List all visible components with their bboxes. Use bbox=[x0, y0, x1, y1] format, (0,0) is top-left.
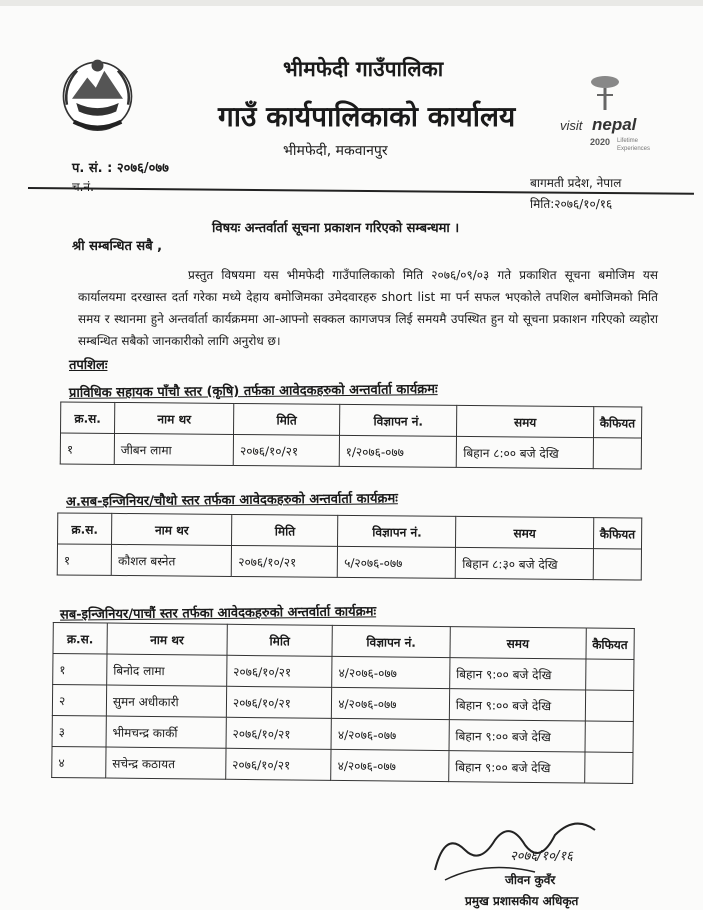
details-heading: तपशिलः bbox=[69, 358, 108, 373]
svg-text:2020: 2020 bbox=[590, 137, 611, 147]
cell-date: २०७६/१०/२१ bbox=[227, 655, 333, 687]
interview-table-asst-engineer bbox=[57, 512, 643, 580]
cell-time: बिहान ९:०० बजे देखि bbox=[449, 658, 585, 690]
notice-date: मिति:२०७६/१०/१६ bbox=[530, 197, 613, 211]
office-name: गाउँ कार्यपालिकाको कार्यालय bbox=[218, 100, 516, 133]
cell-serial: १ bbox=[53, 653, 107, 685]
cell-time: बिहान ९:०० बजे देखि bbox=[448, 751, 584, 783]
municipality-name: भीमफेदी गाउँपालिका bbox=[283, 57, 444, 81]
col-remarks: कैफियत bbox=[593, 518, 642, 549]
signature-date: २०७६/१०/१६ bbox=[510, 849, 573, 864]
col-adv-no: विज्ञापन नं. bbox=[332, 625, 450, 657]
col-time: समय bbox=[456, 516, 593, 548]
svg-text:visit: visit bbox=[560, 118, 583, 133]
col-serial: क्र.स. bbox=[58, 513, 112, 544]
signer-designation: प्रमुख प्रशासकीय अधिकृत bbox=[465, 894, 579, 908]
col-name: नाम थर bbox=[112, 513, 233, 545]
svg-text:Lifetime: Lifetime bbox=[617, 138, 639, 144]
cell-name: सचेन्द्र कठायत bbox=[106, 747, 226, 779]
cell-name: कौशल बस्नेत bbox=[111, 544, 232, 576]
table-row bbox=[57, 544, 641, 580]
cell-serial: २ bbox=[52, 684, 106, 716]
svg-text:nepal: nepal bbox=[592, 115, 637, 134]
cell-date: २०७६/१०/२१ bbox=[233, 434, 339, 466]
section-title-agri: प्राविधिक सहायक पाँचौ स्तर (कृषि) तर्फका आवेदकहरुको अन्तर्वार्ता कार्यक्रमः bbox=[68, 382, 438, 401]
col-adv-no: विज्ञापन नं. bbox=[338, 515, 456, 547]
cell-remarks bbox=[593, 549, 642, 580]
cell-remarks bbox=[584, 752, 633, 784]
province-text: बागमती प्रदेश, नेपाल bbox=[530, 176, 622, 190]
cell-time: बिहान ९:०० बजे देखि bbox=[449, 720, 585, 752]
col-remarks: कैफियत bbox=[586, 628, 635, 660]
cell-serial: १ bbox=[57, 544, 111, 575]
office-address: भीमफेदी, मकवानपुर bbox=[283, 143, 388, 159]
cell-remarks bbox=[585, 659, 634, 691]
nepal-emblem-icon bbox=[55, 52, 140, 137]
notice-body bbox=[78, 264, 658, 352]
table-row bbox=[52, 746, 633, 783]
cell-adv-no: ४/२०७६-०७७ bbox=[331, 749, 449, 781]
cell-serial: १ bbox=[60, 433, 114, 464]
table-header-row bbox=[61, 402, 642, 438]
subject-line: विषयः अन्तर्वार्ता सूचना प्रकाशन गरिएको सम्बन्धमा । bbox=[212, 221, 460, 236]
cell-time: बिहान ८:०० बजे देखि bbox=[457, 436, 593, 468]
cell-adv-no: ४/२०७६-०७७ bbox=[331, 718, 449, 750]
interview-table-agri bbox=[60, 401, 643, 469]
cell-time: बिहान ८:३० बजे देखि bbox=[456, 547, 593, 579]
svg-text:Experiences: Experiences bbox=[617, 146, 651, 152]
cell-date: २०७६/१०/२१ bbox=[226, 748, 332, 780]
table-header-row bbox=[58, 513, 642, 549]
cell-serial: ४ bbox=[52, 746, 106, 778]
reference-number: प. सं. : २०७६/०७७ bbox=[72, 161, 169, 176]
signer-name: जीवन कुवँर bbox=[505, 873, 556, 887]
col-time: समय bbox=[457, 405, 593, 437]
section-title-sub-engineer: सब-इन्जिनियर/पाचौं स्तर तर्फका आवेदकहरुको अन्तर्वार्ता कार्यक्रमः bbox=[59, 604, 377, 623]
scan-edge bbox=[0, 0, 703, 6]
cell-adv-no: ४/२०७६-०७७ bbox=[332, 687, 450, 719]
cell-date: २०७६/१०/२१ bbox=[226, 686, 332, 718]
salutation: श्री सम्बन्धित सबै , bbox=[72, 239, 163, 254]
cell-adv-no: ५/२०७६-०७७ bbox=[337, 546, 455, 578]
col-date: मिति bbox=[232, 514, 338, 546]
col-name: नाम थर bbox=[107, 623, 227, 655]
table-row bbox=[60, 433, 641, 469]
col-serial: क्र.स. bbox=[61, 402, 115, 433]
cell-remarks bbox=[585, 690, 634, 722]
col-name: नाम थर bbox=[114, 402, 234, 434]
cell-adv-no: ४/२०७६-०७७ bbox=[332, 656, 450, 688]
cell-date: २०७६/१०/२१ bbox=[226, 717, 332, 749]
cell-name: जीबन लामा bbox=[114, 433, 234, 465]
body-paragraph: प्रस्तुत विषयमा यस भीमफेदी गाउँपालिकाको मिति २०७६/०९/०३ गते प्रकाशित सूचना बमोजिम यस कार्यालयमा दरखास्त दर्ता गरेका मध्ये देहाय बमोजिमका उमेदवारहरु short list मा पर्न सफल भएकोले तपशिल बमोजिमको मिति समय र स्थानमा हुने अन्तर्वार्ता कार्यक्रममा आ-आफ्नो सक्कल कागजपत्र लिई समयमै उपस्थित हुन यो सूचना प्रकाशन गरिएको व्यहोरा सम्बन्धित सबैको जानकारीको लागि अनुरोध छ। bbox=[78, 268, 658, 348]
cell-name: बिनोद लामा bbox=[107, 654, 227, 686]
cell-name: सुमन अधीकारी bbox=[106, 685, 226, 717]
cell-name: भीमचन्द्र कार्की bbox=[106, 716, 226, 748]
section-title-asst-engineer: अ.सब-इन्जिनियर/चौथो स्तर तर्फका आवेदकहरुको अन्तर्वार्ता कार्यक्रमः bbox=[65, 491, 398, 510]
col-serial: क्र.स. bbox=[53, 622, 107, 654]
cell-time: बिहान ९:०० बजे देखि bbox=[449, 689, 585, 721]
col-date: मिति bbox=[227, 624, 333, 656]
col-remarks: कैफियत bbox=[593, 407, 642, 438]
cell-adv-no: १/२०७६-०७७ bbox=[339, 435, 457, 467]
interview-table-sub-engineer bbox=[51, 622, 635, 784]
cell-remarks bbox=[585, 721, 634, 753]
col-date: मिति bbox=[234, 403, 340, 435]
visit-nepal-logo-icon bbox=[555, 70, 655, 155]
cell-remarks bbox=[593, 438, 642, 469]
cell-serial: ३ bbox=[52, 715, 106, 747]
cell-date: २०७६/१०/२१ bbox=[232, 545, 338, 577]
col-adv-no: विज्ञापन नं. bbox=[339, 404, 457, 436]
col-time: समय bbox=[450, 627, 586, 659]
